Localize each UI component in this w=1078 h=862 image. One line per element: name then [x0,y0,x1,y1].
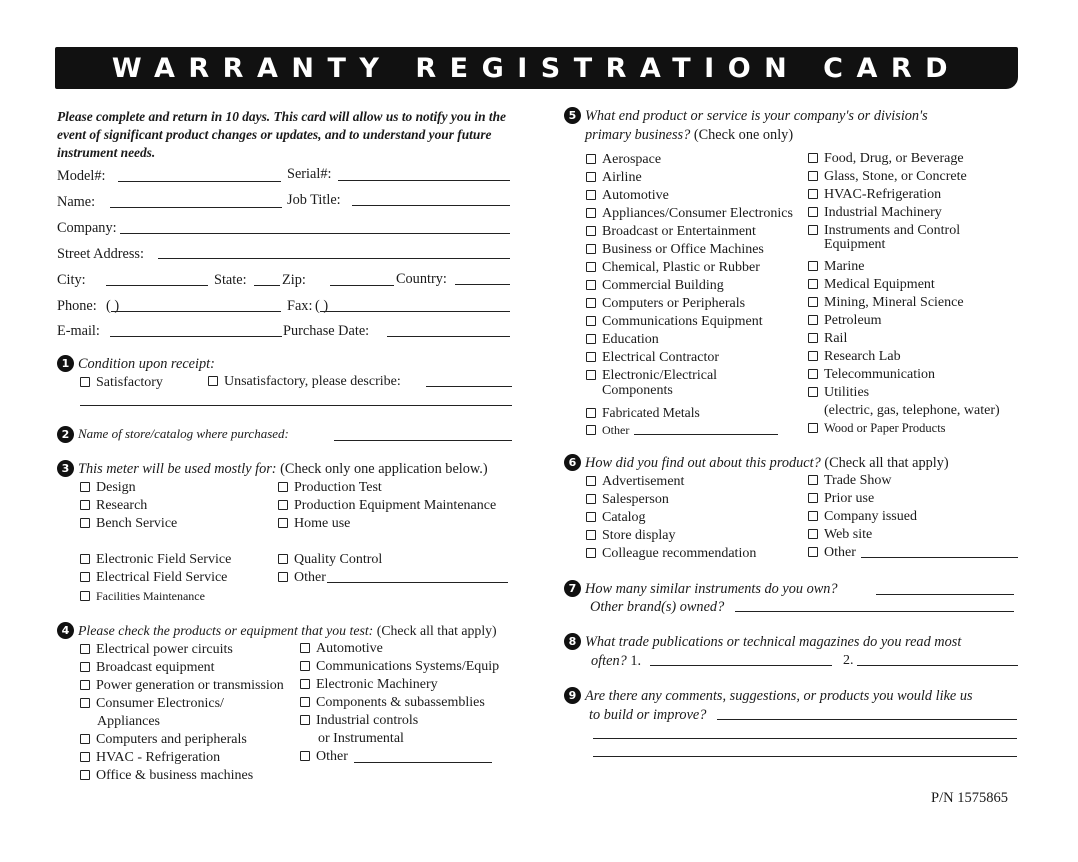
checkbox-icon[interactable] [278,554,288,564]
state-field[interactable] [254,285,280,286]
q9-question [564,688,973,705]
q5-option[interactable]: Rail [808,331,847,347]
q4-option[interactable]: HVAC - Refrigeration [80,750,220,766]
checkbox-icon[interactable] [808,423,818,433]
checkbox-icon[interactable] [80,770,90,780]
q9-comments-field-3[interactable] [593,756,1017,757]
q5-option[interactable]: Business or Office Machines [586,242,764,258]
fax-area-code: ( ) [315,298,329,314]
q8-number-icon: 8 [564,633,581,650]
q5-question [564,108,928,125]
q3-option[interactable]: Facilities Maintenance [80,589,205,604]
checkbox-icon[interactable] [586,494,596,504]
q3-other-field[interactable] [327,582,508,583]
q4-option[interactable]: Electronic Machinery [300,677,438,693]
q6-other-field[interactable] [861,557,1018,558]
checkbox-icon[interactable] [808,225,818,235]
q1-question [57,356,215,373]
checkbox-icon[interactable] [808,279,818,289]
part-number: P/N 1575865 [931,790,1008,806]
q5-text-line1: What end product or service is your company's or division's [585,108,928,124]
checkbox-icon[interactable] [80,572,90,582]
q6-option[interactable]: Store display [586,528,676,544]
q4-option[interactable]: Broadcast equipment [80,660,215,676]
q5-number-icon: 5 [564,107,581,124]
q5-option[interactable]: Wood or Paper Products [808,421,946,436]
q5-option-continued: Components [602,383,673,398]
checkbox-icon[interactable] [808,351,818,361]
checkbox-icon[interactable] [808,547,818,557]
checkbox-icon[interactable] [808,493,818,503]
q4-option[interactable]: Computers and peripherals [80,732,247,748]
q5-other-field[interactable] [634,434,778,435]
checkbox-icon[interactable] [808,315,818,325]
checkbox-icon[interactable] [80,752,90,762]
checkbox-icon[interactable] [278,482,288,492]
q6-note: (Check all that apply) [824,455,949,471]
checkbox-icon[interactable] [586,208,596,218]
checkbox-icon[interactable] [80,680,90,690]
q5-option[interactable]: Medical Equipment [808,277,935,293]
name-field[interactable] [110,207,282,208]
q9-comments-field-2[interactable] [593,738,1017,739]
q3-option[interactable]: Electrical Field Service [80,570,227,586]
q3-option[interactable]: Design [80,480,136,496]
job-title-field[interactable] [352,205,510,206]
q4-number-icon: 4 [57,622,74,639]
q6-question [564,455,949,472]
phone-area-code: ( ) [106,298,120,314]
q5-option[interactable]: Chemical, Plastic or Rubber [586,260,760,276]
checkbox-icon[interactable] [208,376,218,386]
q9-number-icon: 9 [564,687,581,704]
checkbox-icon[interactable] [586,172,596,182]
q6-option[interactable]: Web site [808,527,872,543]
company-field[interactable] [120,233,510,234]
q4-question [57,623,497,640]
q5-option[interactable]: Petroleum [808,313,882,329]
q1-text: Condition upon receipt: [78,356,215,372]
q8-number-2: 2. [843,653,854,668]
q5-option[interactable]: Mining, Mineral Science [808,295,964,311]
checkbox-icon[interactable] [808,369,818,379]
email-field[interactable] [110,336,282,337]
q4-option[interactable]: Communications Systems/Equip [300,659,499,675]
q9-text-line1: Are there any comments, suggestions, or products you would like us [585,688,973,704]
q5-option[interactable]: Research Lab [808,349,901,365]
checkbox-icon[interactable] [586,154,596,164]
checkbox-icon[interactable] [586,262,596,272]
q5-option[interactable]: Instruments and Control [808,223,960,239]
checkbox-icon[interactable] [808,261,818,271]
purchase-date-field[interactable] [387,336,510,337]
phone-field[interactable] [111,311,281,312]
country-label: Country: [396,271,447,287]
q3-option[interactable]: Electronic Field Service [80,552,231,568]
checkbox-icon[interactable] [586,316,596,326]
q2-text: Name of store/catalog where purchased: [78,426,289,441]
q3-option[interactable]: Other [278,570,326,586]
model-label: Model#: [57,168,106,184]
checkbox-icon[interactable] [80,644,90,654]
q4-option[interactable]: Consumer Electronics/ [80,696,224,712]
checkbox-icon[interactable] [586,476,596,486]
q5-note: (Check one only) [693,127,794,143]
q6-option[interactable]: Prior use [808,491,874,507]
q5-option[interactable]: Aerospace [586,152,661,168]
q4-option[interactable]: Industrial controls [300,713,418,729]
q4-other-field[interactable] [354,762,492,763]
q4-note: (Check all that apply) [376,623,497,638]
q5-option[interactable]: Electrical Contractor [586,350,719,366]
name-label: Name: [57,194,96,210]
q4-option[interactable]: Office & business machines [80,768,253,784]
checkbox-icon[interactable] [80,554,90,564]
q6-option[interactable]: Company issued [808,509,917,525]
checkbox-icon[interactable] [300,751,310,761]
q5-option[interactable]: Commercial Building [586,278,724,294]
q5-option[interactable]: Computers or Peripherals [586,296,745,312]
checkbox-icon[interactable] [586,244,596,254]
checkbox-icon[interactable] [278,518,288,528]
zip-field[interactable] [330,285,394,286]
q1-describe-field-2[interactable] [80,405,512,406]
checkbox-icon[interactable] [586,548,596,558]
q4-text: Please check the products or equipment that you test: [78,623,374,638]
q5-option[interactable]: Industrial Machinery [808,205,942,221]
q5-option[interactable]: Airline [586,170,642,186]
fax-field[interactable] [320,311,510,312]
q3-option[interactable]: Research [80,498,147,514]
q5-option-continued: Equipment [824,237,886,252]
checkbox-icon[interactable] [80,698,90,708]
q6-option[interactable]: Colleague recommendation [586,546,756,562]
q5-option[interactable]: HVAC-Refrigeration [808,187,941,203]
checkbox-icon[interactable] [80,518,90,528]
q5-option[interactable]: Appliances/Consumer Electronics [586,206,793,222]
q4-option-continued: or Instrumental [318,731,404,746]
model-field[interactable] [118,181,281,182]
checkbox-icon[interactable] [278,500,288,510]
checkbox-icon[interactable] [808,511,818,521]
q2-question [57,426,289,444]
state-label: State: [214,272,247,288]
q9-comments-field[interactable] [717,719,1017,720]
q6-option[interactable]: Other [808,545,856,561]
checkbox-icon[interactable] [300,679,310,689]
q5-option[interactable]: Marine [808,259,864,275]
q5-option[interactable]: Automotive [586,188,669,204]
checkbox-icon[interactable] [808,207,818,217]
checkbox-icon[interactable] [80,591,90,601]
checkbox-icon[interactable] [586,408,596,418]
checkbox-icon[interactable] [586,190,596,200]
checkbox-icon[interactable] [808,529,818,539]
fax-label: Fax: [287,298,313,314]
q3-option[interactable]: Home use [278,516,350,532]
q7-text-line2: Other brand(s) owned? [590,599,725,615]
city-field[interactable] [106,285,208,286]
q9-text-line2: to build or improve? [589,707,707,723]
q3-note: (Check only one application below.) [280,461,488,477]
q6-option[interactable]: Catalog [586,510,646,526]
q4-option-continued: Appliances [97,714,160,729]
checkbox-icon[interactable] [586,334,596,344]
q8-number-1: 1. [630,653,642,669]
q7-brands-field[interactable] [735,611,1014,612]
q8-publication-1-field[interactable] [650,665,832,666]
checkbox-icon[interactable] [808,333,818,343]
title-banner [55,47,1018,89]
checkbox-icon[interactable] [80,500,90,510]
checkbox-icon[interactable] [586,280,596,290]
q2-store-field[interactable] [334,440,512,441]
card-title: WARRANTY REGISTRATION CARD [111,53,962,84]
q5-option[interactable]: Other [586,423,629,438]
q7-question [564,581,838,598]
checkbox-icon[interactable] [808,475,818,485]
q4-option[interactable]: Other [300,749,348,765]
q5-option[interactable]: Fabricated Metals [586,405,700,421]
q5-option[interactable]: Glass, Stone, or Concrete [808,169,967,185]
email-label: E-mail: [57,323,100,339]
q5-text-line2: primary business? [585,127,691,143]
company-label: Company: [57,220,117,236]
q5-option-continued: (electric, gas, telephone, water) [824,403,1000,418]
q7-count-field[interactable] [876,594,1014,595]
q4-option[interactable]: Automotive [300,641,383,657]
q1-number-icon: 1 [57,355,74,372]
job-title-label: Job Title: [287,192,341,208]
q8-question-line2 [591,653,641,670]
q3-number-icon: 3 [57,460,74,477]
serial-label: Serial#: [287,166,332,182]
intro-text: Please complete and return in 10 days. This card will allow us to notify you in the event of significant product changes or updates, and to understand your future instrument needs. [57,109,506,160]
checkbox-icon[interactable] [808,297,818,307]
checkbox-icon[interactable] [300,661,310,671]
q3-option[interactable]: Production Test [278,480,382,496]
checkbox-icon[interactable] [586,512,596,522]
q7-text-line1: How many similar instruments do you own? [585,581,838,597]
q5-option[interactable]: Communications Equipment [586,314,763,330]
q5-option[interactable]: Utilities [808,385,869,401]
checkbox-icon[interactable] [300,697,310,707]
checkbox-icon[interactable] [300,643,310,653]
country-field[interactable] [455,284,510,285]
q6-text: How did you find out about this product? [585,455,821,471]
checkbox-icon[interactable] [586,530,596,540]
checkbox-icon[interactable] [80,482,90,492]
checkbox-icon[interactable] [586,226,596,236]
checkbox-icon[interactable] [808,153,818,163]
checkbox-icon[interactable] [80,734,90,744]
street-field[interactable] [158,258,510,259]
checkbox-icon[interactable] [80,662,90,672]
q5-option[interactable]: Education [586,332,659,348]
phone-label: Phone: [57,298,97,314]
checkbox-icon[interactable] [808,171,818,181]
city-label: City: [57,272,86,288]
q1-describe-field[interactable] [426,386,512,387]
q3-option[interactable]: Quality Control [278,552,382,568]
q6-option[interactable]: Advertisement [586,474,684,490]
checkbox-icon[interactable] [808,387,818,397]
zip-label: Zip: [282,272,306,288]
q1-option[interactable]: Satisfactory [80,375,163,391]
q8-text-line1: What trade publications or technical magazines do you read most [585,634,962,650]
q8-question [564,634,961,651]
checkbox-icon[interactable] [586,425,596,435]
checkbox-icon[interactable] [586,298,596,308]
q6-option[interactable]: Trade Show [808,473,892,489]
checkbox-icon[interactable] [586,352,596,362]
checkbox-icon[interactable] [300,715,310,725]
checkbox-icon[interactable] [808,189,818,199]
serial-field[interactable] [338,180,510,181]
q5-option[interactable]: Broadcast or Entertainment [586,224,756,240]
q7-number-icon: 7 [564,580,581,597]
q5-option[interactable]: Food, Drug, or Beverage [808,151,964,167]
q5-question-line2 [585,127,793,144]
purchase-date-label: Purchase Date: [283,323,370,339]
q1-option[interactable]: Unsatisfactory, please describe: [208,374,401,390]
q4-option[interactable]: Power generation or transmission [80,678,284,694]
q5-option[interactable]: Electronic/Electrical [586,368,717,384]
q8-publication-2-field[interactable] [857,665,1018,666]
checkbox-icon[interactable] [80,377,90,387]
q5-option[interactable]: Telecommunication [808,367,935,383]
checkbox-icon[interactable] [586,370,596,380]
q3-text: This meter will be used mostly for: [78,461,277,477]
q3-question [57,461,488,478]
q4-option[interactable]: Electrical power circuits [80,642,233,658]
q2-number-icon: 2 [57,426,74,443]
checkbox-icon[interactable] [278,572,288,582]
q4-option[interactable]: Components & subassemblies [300,695,485,711]
q6-option[interactable]: Salesperson [586,492,669,508]
street-label: Street Address: [57,246,144,262]
q3-option[interactable]: Bench Service [80,516,177,532]
q8-text-line2: often? [591,653,627,669]
q3-option[interactable]: Production Equipment Maintenance [278,498,496,514]
q6-number-icon: 6 [564,454,581,471]
